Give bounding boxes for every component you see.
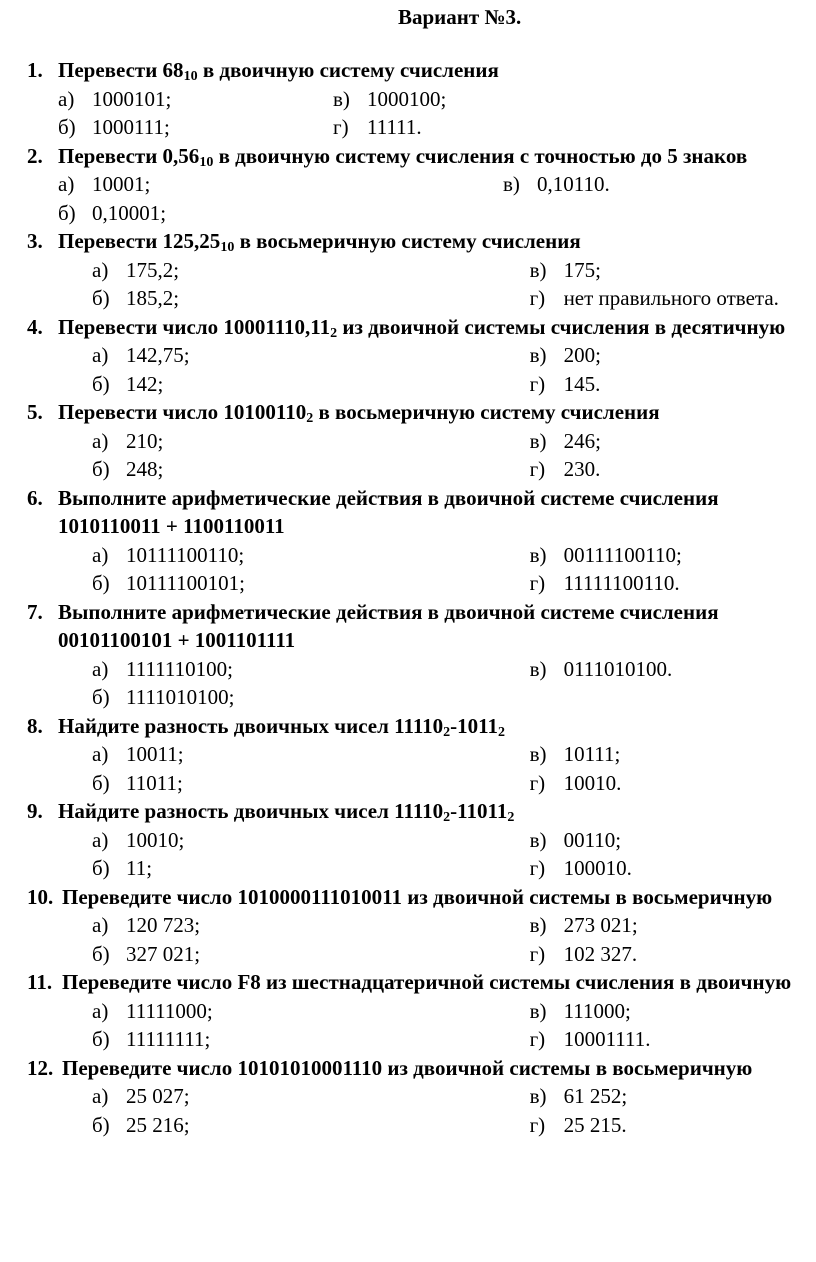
question-3 [0,227,816,313]
question-list [0,56,816,1139]
answer-option [530,769,816,798]
answer-option [0,199,503,228]
question-text [62,1054,802,1083]
option-value: 142; [126,371,164,396]
option-value: 1111010100; [126,685,235,709]
option-letter: г) [529,286,546,310]
option-letter: в) [529,542,547,567]
question-number: 3. [27,229,43,253]
answer-option [503,170,803,199]
option-value: 120 723; [126,913,201,937]
question-text-segment: Найдите разность двоичных чисел 11110 [58,713,444,738]
question-number: 10. [27,884,54,909]
question-number: 6. [27,485,43,510]
question-text-segment: Перевести число 10100110 [58,400,307,424]
question-text-segment: Переведите число 1010000111010011 из двоичной системы в восьмеричную [62,884,773,909]
option-value: 100010. [563,856,632,880]
option-value: 25 216; [126,1112,190,1137]
answer-option [530,541,816,570]
option-value: 230. [563,457,601,481]
answer-option [0,655,530,684]
question-9 [0,797,816,883]
option-letter: в) [529,428,547,453]
answer-option [0,826,530,855]
option-letter: б) [92,685,110,709]
answer-row [0,113,816,142]
worksheet-page [0,3,816,1139]
question-text [58,56,798,85]
option-value: 0111010100. [563,656,673,681]
question-text [62,968,802,997]
question-text [58,797,798,826]
option-letter: б) [58,200,76,225]
question-text-segment: Перевести 68 [58,58,184,82]
option-letter: в) [529,998,547,1023]
question-2 [0,142,816,228]
answer-row [0,341,816,370]
answer-row [0,256,816,285]
question-text-segment: -11011 [450,799,508,823]
number-base-subscript: 2 [443,810,451,825]
option-letter: в) [529,343,547,367]
option-letter: а) [92,542,109,567]
question-text-segment: -1011 [450,713,499,738]
answer-option [0,370,530,399]
question-text-segment: Найдите разность двоичных чисел 11110 [58,799,444,823]
option-letter: б) [92,856,110,880]
option-letter: в) [529,656,547,681]
empty-option-slot [530,683,816,712]
question-text [58,142,798,171]
answer-row [0,455,816,484]
option-value: 175; [563,257,601,282]
question-number: 2. [27,143,43,168]
answer-option [0,85,333,114]
question-text [62,883,802,912]
question-text-segment: в двоичную систему счисления с точностью до 5 знаков [213,143,748,168]
question-number: 7. [27,599,43,624]
question-11 [0,968,816,1054]
question-number: 5. [27,400,43,424]
question-4 [0,313,816,399]
option-letter: г) [529,457,546,481]
option-letter: г) [529,856,546,880]
option-value: 10001111. [563,1027,651,1051]
answer-option [0,1082,530,1111]
option-letter: б) [92,571,110,595]
option-letter: а) [92,998,109,1023]
question-text [58,598,798,655]
answer-option [0,740,530,769]
answer-option [530,1025,816,1054]
answer-row [0,85,816,114]
answer-option [530,341,816,370]
option-letter: г) [529,941,546,966]
page-title: Вариант №3. [398,5,522,29]
answer-row [0,541,816,570]
option-value: 185,2; [126,286,180,310]
option-value: 11111000; [126,998,213,1023]
answer-row [0,854,816,883]
option-letter: а) [92,742,109,766]
option-value: 1111110100; [126,656,233,681]
answer-option [530,256,816,285]
option-letter: а) [92,913,109,937]
answer-option [0,256,530,285]
option-letter: б) [58,115,76,139]
option-letter: а) [58,86,75,111]
question-number: 4. [27,314,43,339]
answer-option [333,85,633,114]
question-text-segment: Переведите число 10101010001110 из двоичной системы в восьмеричную [62,1055,753,1080]
answer-row [0,427,816,456]
empty-option-slot [503,199,803,228]
answer-option [0,940,530,969]
option-value: 61 252; [563,1084,628,1108]
option-value: 11111111; [126,1027,211,1051]
option-letter: г) [529,770,546,795]
option-letter: в) [333,86,350,111]
option-letter: г) [529,571,546,595]
option-value: 273 021; [563,913,638,937]
question-number: 12. [27,1055,54,1080]
option-letter: в) [529,827,547,852]
answer-option [530,655,816,684]
option-value: 111000; [563,998,631,1023]
option-letter: а) [92,343,109,367]
option-letter: а) [92,1084,109,1108]
option-value: 1000111; [92,115,170,139]
question-text-segment: в восьмеричную систему счисления [234,229,581,253]
number-base-subscript: 10 [220,240,235,255]
question-10 [0,883,816,969]
answer-row [0,284,816,313]
option-letter: г) [333,115,349,139]
option-letter: б) [92,1027,110,1051]
question-7 [0,598,816,712]
answer-row [0,199,816,228]
option-value: 10111; [563,742,621,766]
option-value: 248; [126,457,164,481]
number-base-subscript: 2 [498,724,506,740]
question-1 [0,56,816,142]
option-letter: в) [529,257,547,282]
option-value: 0,10001; [92,200,167,225]
option-value: 10010; [126,827,185,852]
answer-option [530,569,816,598]
answer-option [530,826,816,855]
question-text-segment: из двоичной системы счисления в десятичную [337,314,786,339]
option-value: 10111100101; [126,571,245,595]
option-letter: б) [92,286,110,310]
answer-option [530,940,816,969]
question-text-segment: в двоичную систему счисления [197,58,499,82]
number-base-subscript: 2 [443,724,451,740]
option-letter: г) [529,1112,546,1137]
answer-option [0,997,530,1026]
answer-option [530,427,816,456]
answer-option [0,455,530,484]
answer-option [530,911,816,940]
option-letter: б) [92,770,110,795]
question-text [58,227,798,256]
option-value: 10011; [126,742,184,766]
option-letter: в) [503,172,520,196]
option-value: 1000101; [92,86,172,111]
question-8 [0,712,816,798]
number-base-subscript: 2 [306,411,314,426]
question-text [58,712,798,741]
option-value: 10001; [92,172,151,196]
answer-option [0,769,530,798]
option-letter: г) [529,1027,546,1051]
option-letter: а) [92,428,109,453]
option-value: 102 327. [563,941,638,966]
answer-row [0,683,816,712]
answer-option [0,911,530,940]
option-value: 142,75; [126,343,190,367]
number-base-subscript: 10 [183,69,198,84]
option-letter: а) [92,257,109,282]
option-value: 145. [563,371,601,396]
option-letter: а) [92,656,109,681]
answer-row [0,655,816,684]
option-value: 25 215. [563,1112,627,1137]
answer-option [0,341,530,370]
answer-option [530,997,816,1026]
question-text [58,313,798,342]
option-value: 0,10110. [537,172,610,196]
answer-option [0,683,530,712]
answer-row [0,940,816,969]
question-text-segment: Выполните арифметические действия в двоичной системе счисления 1010110011 + 1100110011 [58,485,719,538]
number-base-subscript: 2 [507,810,515,825]
answer-row [0,997,816,1026]
answer-option [530,455,816,484]
option-letter: б) [92,457,110,481]
option-letter: б) [92,941,110,966]
answer-row [0,826,816,855]
question-number: 1. [27,58,43,82]
answer-option [0,541,530,570]
question-12 [0,1054,816,1140]
answer-row [0,740,816,769]
option-value: 1000100; [367,86,447,111]
option-letter: а) [58,172,75,196]
answer-row [0,1025,816,1054]
question-text [58,398,798,427]
answer-option [0,1025,530,1054]
option-value: 11; [126,856,153,880]
option-letter: г) [529,371,546,396]
answer-row [0,569,816,598]
answer-option [530,1111,816,1140]
answer-option [333,113,633,142]
option-value: 11111100110. [563,571,680,595]
question-number: 9. [27,799,43,823]
answer-option [530,370,816,399]
option-value: 11011; [126,770,183,795]
question-text-segment: Перевести число 10001110,11 [58,314,331,339]
answer-row [0,170,816,199]
answer-option [530,854,816,883]
answer-option [530,740,816,769]
question-text-segment: в восьмеричную систему счисления [313,400,660,424]
option-value: нет правильного ответа. [563,286,779,310]
answer-row [0,769,816,798]
answer-row [0,1082,816,1111]
answer-option [0,569,530,598]
option-letter: в) [529,913,547,937]
answer-option [0,854,530,883]
answer-option [0,170,503,199]
option-letter: в) [529,1084,547,1108]
answer-option [0,284,530,313]
option-value: 10010. [563,770,622,795]
question-text-segment: Переведите число F8 из шестнадцатеричной системы счисления в двоичную [62,970,792,994]
question-text-segment: Перевести 0,56 [58,143,200,168]
option-letter: б) [92,1112,110,1137]
question-text-segment: Выполните арифметические действия в двоичной системе счисления 00101100101 + 1001101111 [58,599,719,652]
option-value: 11111. [367,115,422,139]
option-value: 246; [563,428,601,453]
option-value: 175,2; [126,257,180,282]
option-value: 00111100110; [563,542,682,567]
answer-option [0,113,333,142]
answer-option [0,1111,530,1140]
option-value: 210; [126,428,164,453]
option-value: 25 027; [126,1084,190,1108]
question-text-segment: Перевести 125,25 [58,229,221,253]
option-value: 200; [563,343,601,367]
option-value: 327 021; [126,941,201,966]
question-5 [0,398,816,484]
answer-option [530,1082,816,1111]
number-base-subscript: 10 [199,154,214,170]
answer-option [530,284,816,313]
option-letter: а) [92,827,109,852]
option-value: 10111100110; [126,542,245,567]
question-text [58,484,798,541]
question-number: 11. [27,970,53,994]
number-base-subscript: 2 [330,325,338,341]
answer-row [0,370,816,399]
question-6 [0,484,816,598]
option-value: 00110; [563,827,622,852]
answer-option [0,427,530,456]
option-letter: б) [92,371,110,396]
question-number: 8. [27,713,43,738]
answer-row [0,1111,816,1140]
answer-row [0,911,816,940]
option-letter: в) [529,742,547,766]
